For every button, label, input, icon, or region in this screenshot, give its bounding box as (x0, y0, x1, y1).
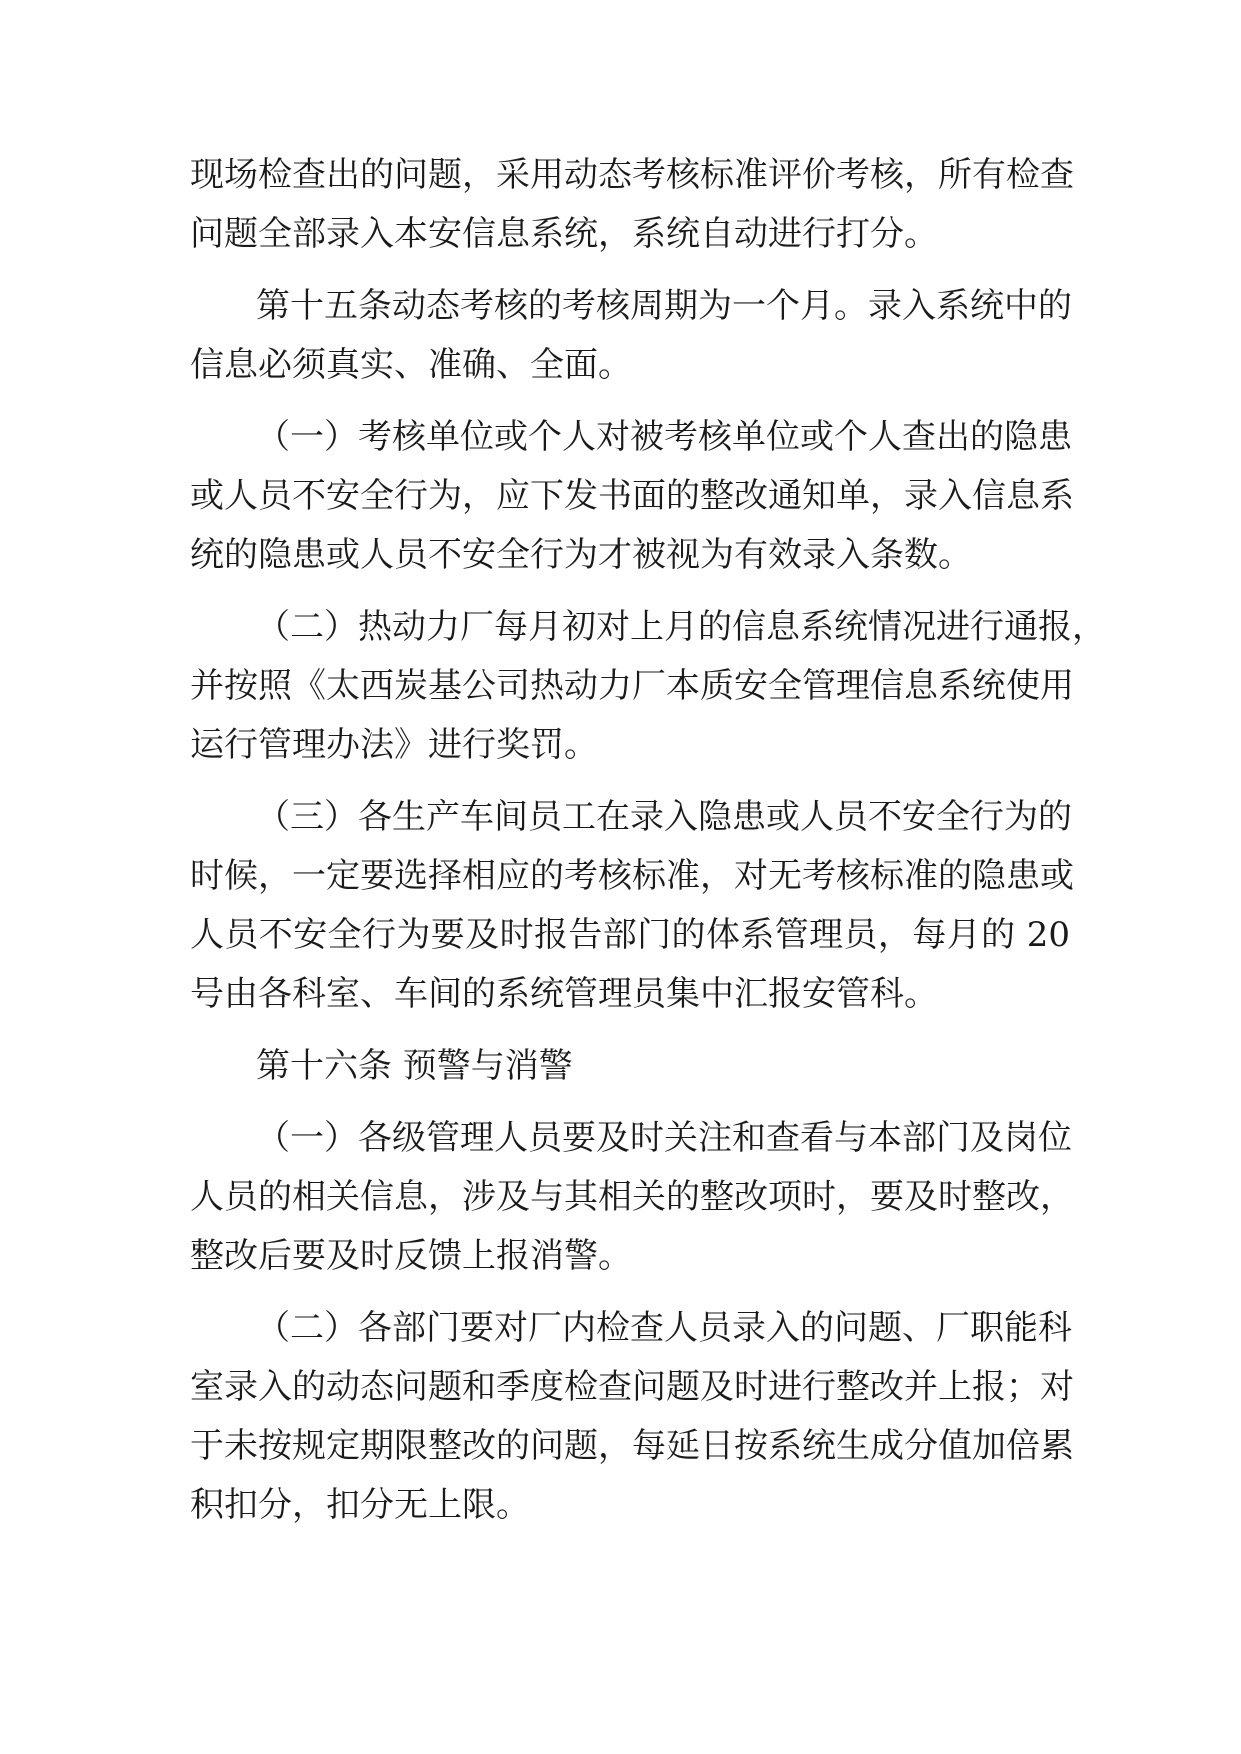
text-line: 现场检查出的问题，采用动态考核标准评价考核，所有检查 (190, 155, 1074, 195)
clause-one-line: （一）各级管理人员要及时关注和查看与本部门及岗位 (256, 1118, 1072, 1158)
article-fifteen-heading-line: 第十五条动态考核的考核周期为一个月。录入系统中的 (256, 286, 1072, 326)
clause-two-line: （二）热动力厂每月初对上月的信息系统情况进行通报， (256, 607, 1106, 647)
text-line: 室录入的动态问题和季度检查问题及时进行整改并上报；对 (190, 1367, 1074, 1407)
text-line: 于未按规定期限整改的问题，每延日按系统生成分值加倍累 (190, 1426, 1074, 1466)
text-line: 人员不安全行为要及时报告部门的体系管理员，每月的 20 (190, 915, 1070, 955)
text-line: 或人员不安全行为，应下发书面的整改通知单，录入信息系 (190, 476, 1074, 516)
text-line: 运行管理办法》进行奖罚。 (190, 725, 598, 765)
text-line: 号由各科室、车间的系统管理员集中汇报安管科。 (190, 974, 938, 1014)
text-line: 问题全部录入本安信息系统，系统自动进行打分。 (190, 214, 938, 254)
text-line: 时候，一定要选择相应的考核标准，对无考核标准的隐患或 (190, 856, 1074, 896)
text-line: 并按照《太西炭基公司热动力厂本质安全管理信息系统使用 (190, 666, 1074, 706)
text-line: 信息必须真实、准确、全面。 (190, 345, 632, 385)
clause-three-line: （三）各生产车间员工在录入隐患或人员不安全行为的 (256, 797, 1072, 837)
article-sixteen-heading: 第十六条 预警与消警 (256, 1046, 573, 1086)
text-line: 整改后要及时反馈上报消警。 (190, 1236, 632, 1276)
text-line: 统的隐患或人员不安全行为才被视为有效录入条数。 (190, 535, 972, 575)
clause-two-line: （二）各部门要对厂内检查人员录入的问题、厂职能科 (256, 1308, 1072, 1348)
text-line: 积扣分，扣分无上限。 (190, 1485, 530, 1525)
text-line: 人员的相关信息，涉及与其相关的整改项时，要及时整改， (190, 1177, 1074, 1217)
clause-one-line: （一）考核单位或个人对被考核单位或个人查出的隐患 (256, 417, 1072, 457)
